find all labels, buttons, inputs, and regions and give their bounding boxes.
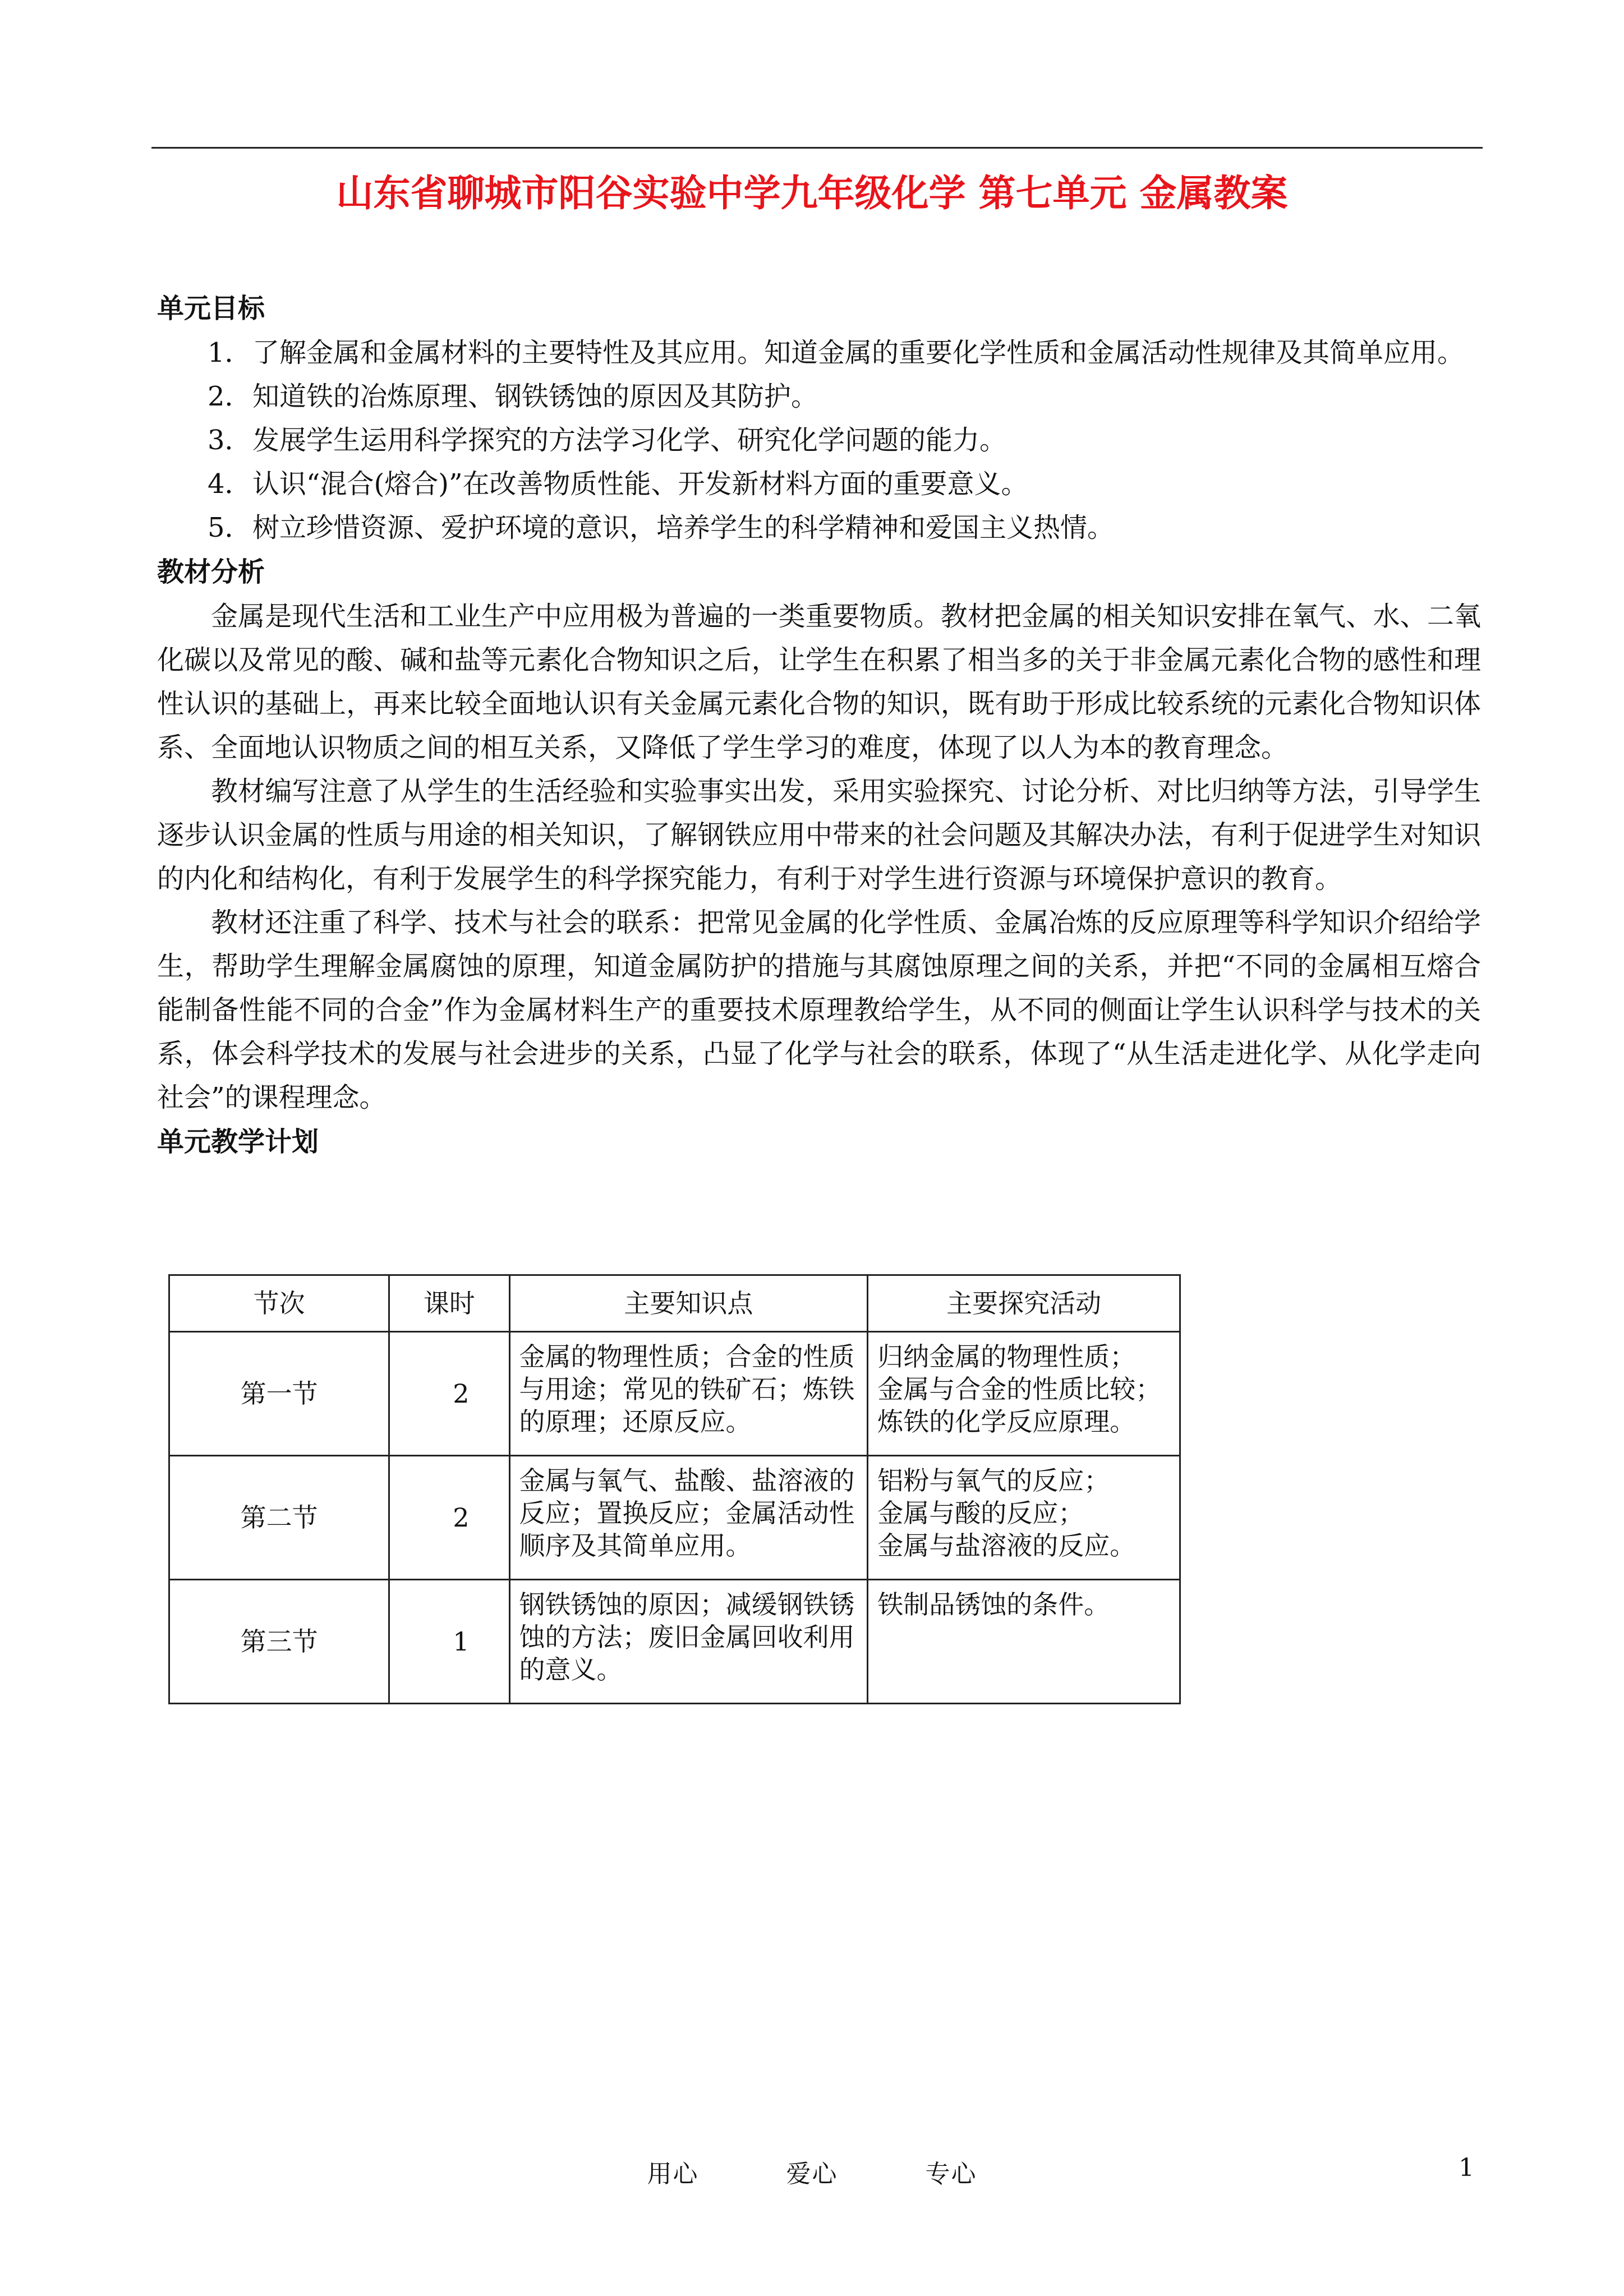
table-header-row — [169, 1275, 1180, 1332]
document-body — [157, 286, 1481, 1164]
goal-text: 树立珍惜资源、爱护环境的意识，培养学生的科学精神和爱国主义热情。 — [252, 512, 1115, 543]
list-item — [157, 375, 1481, 418]
cell-activity: 归纳金属的物理性质； 金属与合金的性质比较； 炼铁的化学反应原理。 — [868, 1332, 1180, 1456]
cell-knowledge: 钢铁锈蚀的原因；减缓钢铁锈蚀的方法；废旧金属回收利用的意义。 — [509, 1580, 868, 1704]
table-row — [169, 1456, 1180, 1580]
table-row — [169, 1580, 1180, 1704]
footer-text-left: 用心 — [647, 2160, 699, 2188]
goal-number: 2． — [208, 381, 252, 412]
page-number: 1 — [1459, 2154, 1474, 2182]
goal-text: 发展学生运用科学探究的方法学习化学、研究化学问题的能力。 — [252, 425, 1007, 456]
goals-list — [157, 331, 1481, 550]
goal-number: 1． — [208, 337, 252, 368]
cell-hours: 2 — [389, 1456, 509, 1580]
header-knowledge: 主要知识点 — [509, 1275, 868, 1332]
cell-activity: 铁制品锈蚀的条件。 — [868, 1580, 1180, 1704]
list-item — [157, 418, 1481, 462]
analysis-paragraph: 教材还注重了科学、技术与社会的联系：把常见金属的化学性质、金属冶炼的反应原理等科学知识介绍给学生，帮助学生理解金属腐蚀的原理，知道金属防护的措施与其腐蚀原理之间的关系，并把“不同的金属相互熔合能制备性能不同的合金”作为金属材料生产的重要技术原理教给学生，从不同的侧面让学生认识科学与技术的关系，体会科学技术的发展与社会进步的关系，凸显了化学与社会的联系，体现了“从生活走进化学、从化学走向社会”的课程理念。 — [157, 907, 1481, 1113]
header-activity: 主要探究活动 — [868, 1275, 1180, 1332]
page-title: 山东省聊城市阳谷实验中学九年级化学 第七单元 金属教案 — [336, 172, 1288, 215]
cell-section: 第三节 — [169, 1580, 389, 1704]
goal-text: 认识“混合(熔合)”在改善物质性能、开发新材料方面的重要意义。 — [252, 468, 1028, 500]
footer-text-right: 专心 — [925, 2160, 977, 2188]
plan-heading: 单元教学计划 — [157, 1126, 319, 1158]
header-section: 节次 — [169, 1275, 389, 1332]
cell-hours: 1 — [389, 1580, 509, 1704]
list-item — [157, 462, 1481, 506]
goal-number: 5． — [208, 512, 252, 543]
table-row — [169, 1332, 1180, 1456]
goal-text: 知道铁的冶炼原理、钢铁锈蚀的原因及其防护。 — [252, 381, 818, 412]
goal-number: 4． — [208, 468, 252, 500]
goal-number: 3． — [208, 425, 252, 456]
analysis-heading: 教材分析 — [157, 556, 265, 588]
analysis-paragraph: 教材编写注意了从学生的生活经验和实验事实出发，采用实验探究、讨论分析、对比归纳等方法，引导学生逐步认识金属的性质与用途的相关知识，了解钢铁应用中带来的社会问题及其解决办法，有利于促进学生对知识的内化和结构化，有利于发展学生的科学探究能力，有利于对学生进行资源与环境保护意识的教育。 — [157, 776, 1481, 895]
cell-knowledge: 金属与氧气、盐酸、盐溶液的反应；置换反应；金属活动性顺序及其简单应用。 — [509, 1456, 868, 1580]
cell-section: 第一节 — [169, 1332, 389, 1456]
cell-hours: 2 — [389, 1332, 509, 1456]
page-footer — [0, 2154, 1624, 2189]
teaching-plan-table — [168, 1274, 1181, 1704]
list-item — [157, 331, 1481, 375]
list-item — [157, 506, 1481, 550]
footer-text-middle: 爱心 — [786, 2160, 838, 2188]
analysis-paragraph: 金属是现代生活和工业生产中应用极为普遍的一类重要物质。教材把金属的相关知识安排在氧气、水、二氧化碳以及常见的酸、碱和盐等元素化合物知识之后，让学生在积累了相当多的关于非金属元素化合物的感性和理性认识的基础上，再来比较全面地认识有关金属元素化合物的知识，既有助于形成比较系统的元素化合物知识体系、全面地认识物质之间的相互关系，又降低了学生学习的难度，体现了以人为本的教育理念。 — [157, 601, 1481, 763]
header-rule — [151, 147, 1483, 149]
goals-heading: 单元目标 — [157, 293, 265, 324]
goal-text: 了解金属和金属材料的主要特性及其应用。知道金属的重要化学性质和金属活动性规律及其简单应用。 — [252, 337, 1465, 368]
header-hours: 课时 — [389, 1275, 509, 1332]
cell-section: 第二节 — [169, 1456, 389, 1580]
cell-activity: 铝粉与氧气的反应； 金属与酸的反应； 金属与盐溶液的反应。 — [868, 1456, 1180, 1580]
cell-knowledge: 金属的物理性质；合金的性质与用途；常见的铁矿石；炼铁的原理；还原反应。 — [509, 1332, 868, 1456]
